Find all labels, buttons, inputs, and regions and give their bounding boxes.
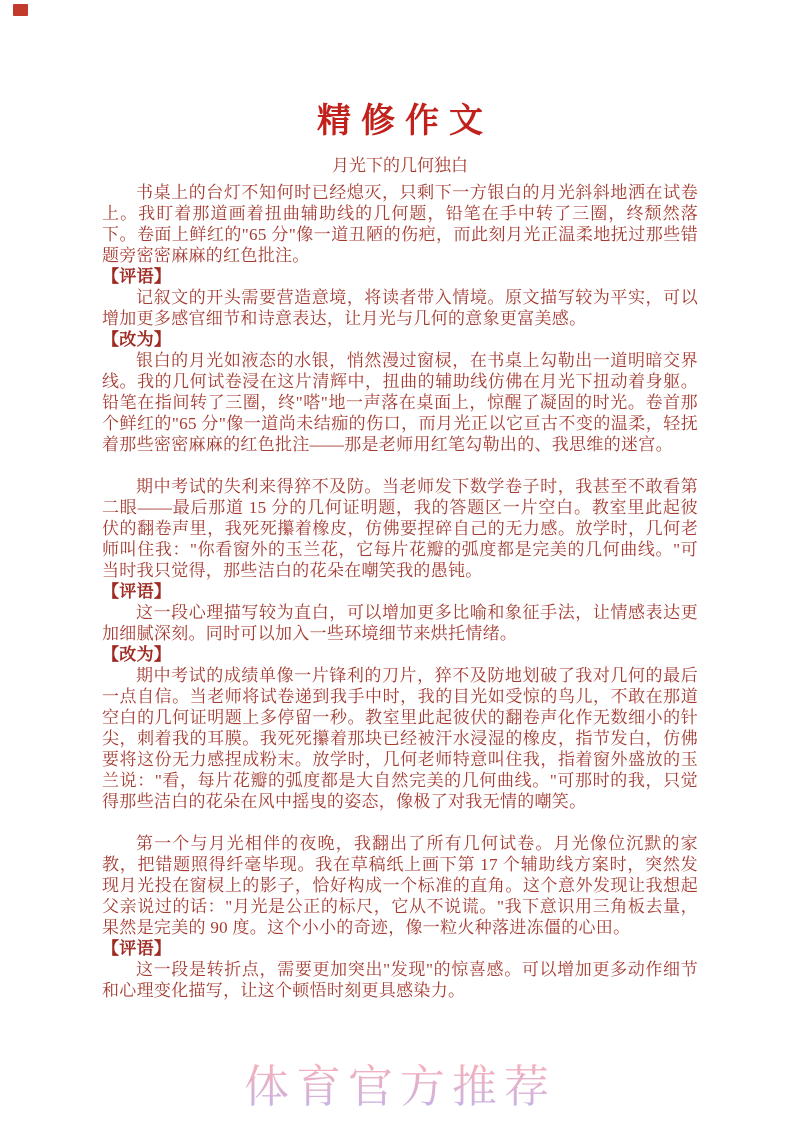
- comment-2: 这一段心理描写较为直白，可以增加更多比喻和象征手法，让情感表达更加细腻深刻。同时可以加入一些环境细节来烘托情绪。: [102, 603, 698, 643]
- essay-paragraph-3: 第一个与月光相伴的夜晚，我翻出了所有几何试卷。月光像位沉默的家教，把错题照得纤毫毕现。我在草稿纸上画下第 17 个辅助线方案时，突然发现月光投在窗棂上的影子，恰好构成一个标准的直角。这个意外发现让我想起父亲说过的话："月光是公正的标尺，它从不说谎。"我下意识用三角板去量，果然是完美的 90 度。这个小小的奇迹，像一粒火种落进冻僵的心田。: [102, 834, 698, 937]
- comment-label-1: 【评语】: [102, 267, 172, 286]
- comment-label-3: 【评语】: [102, 939, 172, 958]
- essay-title: 月光下的几何独白: [332, 156, 468, 175]
- comment-label-2: 【评语】: [102, 582, 172, 601]
- corner-seal-mark: [13, 4, 28, 16]
- page-title: 精修作文: [317, 103, 493, 140]
- revision-2: 期中考试的成绩单像一片锋利的刀片，猝不及防地划破了我对几何的最后一点自信。当老师将试卷递到我手中时，我的目光如受惊的鸟儿，不敢在那道空白的几何证明题上多停留一秒。教室里此起彼伏的翻卷声化作无数细小的针尖，刺着我的耳膜。我死死攥着那块已经被汗水浸湿的橡皮，指节发白，仿佛要将这份无力感捏成粉末。放学时，几何老师特意叫住我，指着窗外盛放的玉兰说："看，每片花瓣的弧度都是大自然完美的几何曲线。"可那时的我，只觉得那些洁白的花朵在风中摇曳的姿态，像极了对我无情的嘲笑。: [102, 666, 698, 811]
- comment-1: 记叙文的开头需要营造意境，将读者带入情境。原文描写较为平实，可以增加更多感官细节和诗意表达，让月光与几何的意象更富美感。: [102, 288, 698, 328]
- revise-label-1: 【改为】: [102, 330, 172, 349]
- comment-3: 这一段是转折点，需要更加突出"发现"的惊喜感。可以增加更多动作细节和心理变化描写，让这个顿悟时刻更具感染力。: [102, 960, 698, 1000]
- revision-1: 银白的月光如液态的水银，悄然漫过窗棂，在书桌上勾勒出一道明暗交界线。我的几何试卷浸在这片清辉中，扭曲的辅助线仿佛在月光下扭动着身躯。铅笔在指间转了三圈，终"嗒"地一声落在桌面上，惊醒了凝固的时光。卷首那个鲜红的"65 分"像一道尚未结痂的伤口，而月光正以它亘古不变的温柔，轻抚着那些密密麻麻的红色批注——那是老师用红笔勾勒出的、我思维的迷宫。: [102, 351, 698, 454]
- essay-paragraph-1: 书桌上的台灯不知何时已经熄灭，只剩下一方银白的月光斜斜地洒在试卷上。我盯着那道画着扭曲辅助线的几何题，铅笔在手中转了三圈，终颓然落下。卷面上鲜红的"65 分"像一道丑陋的伤疤，而此刻月光正温柔地抚过那些错题旁密密麻麻的红色批注。: [102, 183, 698, 265]
- watermark-text: 体育官方推荐: [0, 1062, 800, 1112]
- essay-paragraph-2: 期中考试的失利来得猝不及防。当老师发下数学卷子时，我甚至不敢看第二眼——最后那道 15 分的几何证明题，我的答题区一片空白。教室里此起彼伏的翻卷声里，我死死攥着橡皮，仿佛要捏碎自己的无力感。放学时，几何老师叫住我："你看窗外的玉兰花，它每片花瓣的弧度都是完美的几何曲线。"可当时我只觉得，那些洁白的花朵在嘲笑我的愚钝。: [102, 477, 698, 580]
- revise-label-2: 【改为】: [102, 645, 172, 664]
